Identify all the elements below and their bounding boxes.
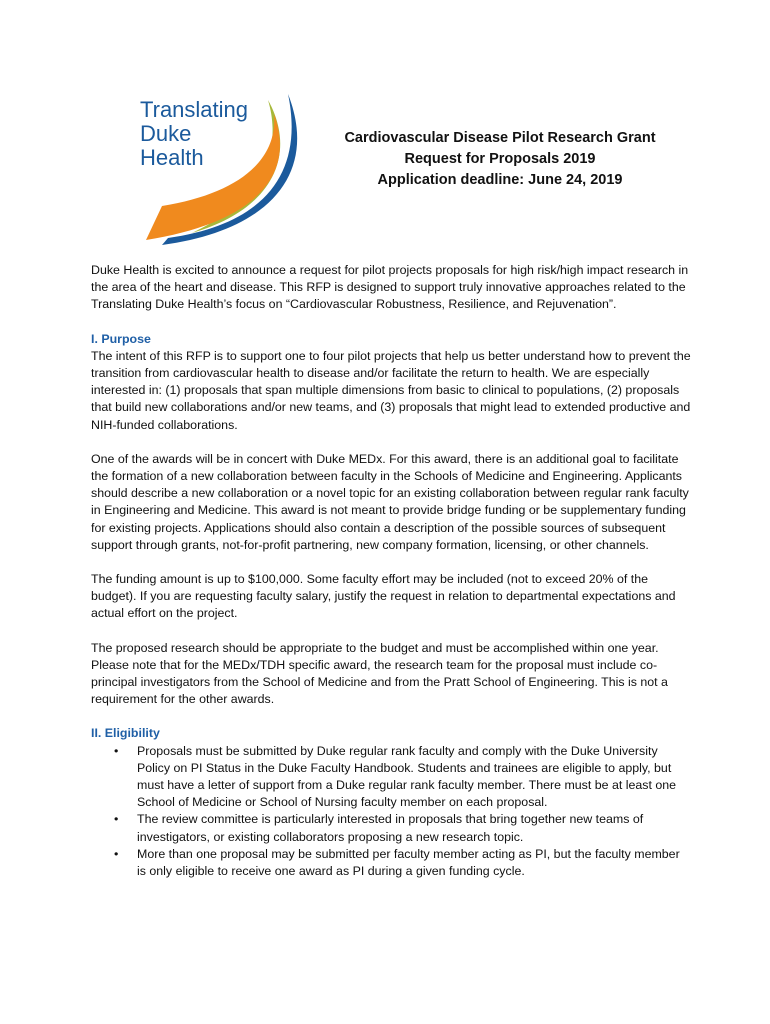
bullet-icon: • (114, 846, 119, 861)
purpose-paragraph-3: The funding amount is up to $100,000. Some faculty effort may be included (not to exceed 20% of the budget). If you are requesting faculty salary, justify the request in relation to departmental expectations and actual effort on the project. (91, 572, 676, 621)
bullet-icon: • (114, 812, 119, 827)
intro-paragraph: Duke Health is excited to announce a request for pilot projects proposals for high risk/high impact research in the area of the heart and disease. This RFP is designed to support truly innovative approaches related to the Translating Duke Health’s focus on “Cardiovascular Robustness, Resilience, and Rejuvenation”. (91, 263, 689, 312)
list-item-text: Proposals must be submitted by Duke regular rank faculty and comply with the Duke University Policy on PI Status in the Duke Faculty Handbook. Students and trainees are eligible to apply, but must have a letter of support from a Duke regular rank faculty member. There must be at least one School of Medicine or School of Nursing faculty member on each proposal. (137, 743, 677, 810)
logo-line-2: Duke (140, 121, 192, 146)
list-item (91, 743, 691, 812)
document-title: Cardiovascular Disease Pilot Research Grant (344, 130, 656, 146)
list-item (91, 811, 691, 845)
document-header (315, 128, 685, 191)
list-item (91, 846, 691, 880)
purpose-heading: I. Purpose (91, 331, 151, 346)
application-deadline: Application deadline: June 24, 2019 (377, 172, 623, 188)
list-item-text: The review committee is particularly interested in proposals that bring together new teams of investigators, or existing collaborators proposing a new research topic. (137, 812, 644, 844)
purpose-paragraph-1: The intent of this RFP is to support one to four pilot projects that help us better understand how to prevent the transition from cardiovascular health to disease and/or facilitate the return to health. We are especially interested in: (1) proposals that span multiple dimensions from basic to clinical to populations, (2) proposals that build new collaborations and/or new teams, and (3) proposals that might lead to extended productive and NIH-funded collaborations. (91, 348, 691, 432)
document-body (91, 262, 691, 880)
purpose-paragraph-2: One of the awards will be in concert with Duke MEDx. For this award, there is an additional goal to facilitate the formation of a new collaboration between faculty in the Schools of Medicine and Engineering. Applicants should describe a new collaboration or a novel topic for an existing collaboration between regular rank faculty in Engineering and Medicine. This award is not meant to provide bridge funding or be supplementary funding for existing projects. Applications should also contain a description of the possible sources of subsequent support through grants, not-for-profit partnering, new company formation, licensing, or other channels. (91, 451, 689, 552)
logo-line-1: Translating (140, 97, 249, 122)
bullet-icon: • (114, 743, 119, 758)
purpose-paragraph-4: The proposed research should be appropriate to the budget and must be accomplished within one year. Please note that for the MEDx/TDH specific award, the research team for the proposal must include co-principal investigators from the School of Medicine and from the Pratt School of Engineering. This is not a requirement for the other awards. (91, 640, 668, 707)
eligibility-heading: II. Eligibility (91, 726, 160, 741)
logo-wordmark (140, 98, 248, 170)
document-subtitle: Request for Proposals 2019 (404, 151, 596, 167)
eligibility-list (91, 743, 691, 881)
logo-line-3: Health (140, 145, 204, 170)
list-item-text: More than one proposal may be submitted per faculty member acting as PI, but the faculty member is only eligible to receive one award as PI during a given funding cycle. (137, 846, 680, 879)
